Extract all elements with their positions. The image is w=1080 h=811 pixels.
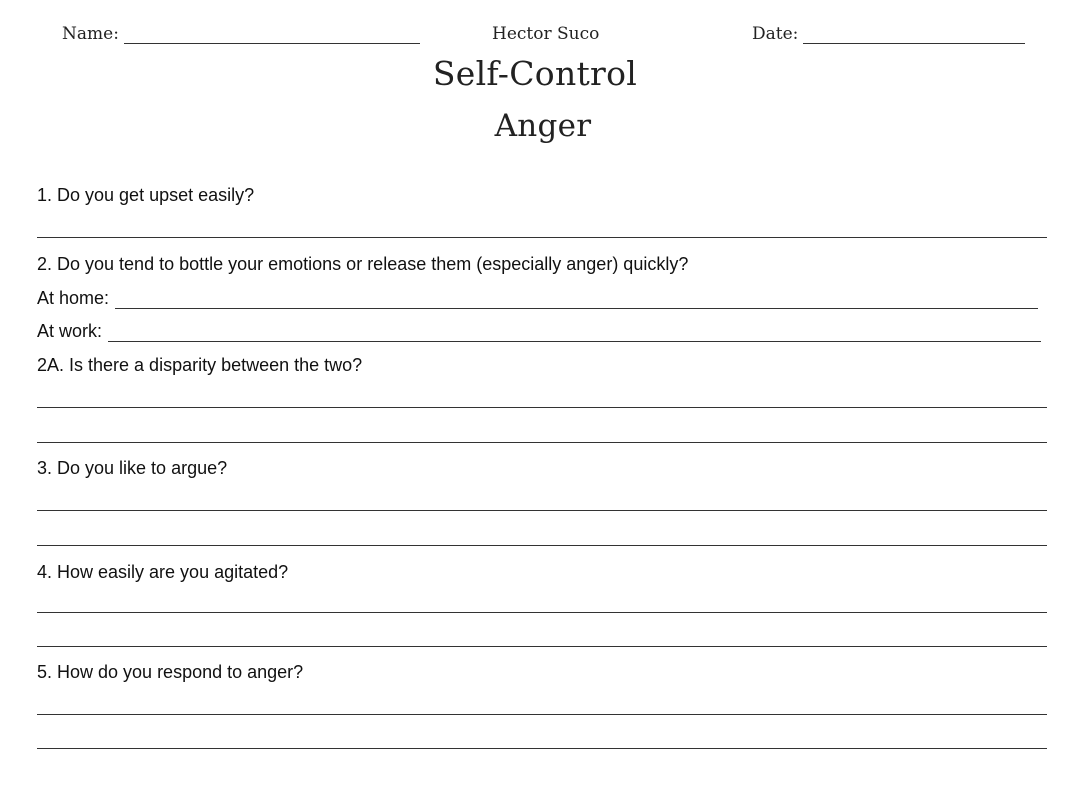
at-work-field: [37, 321, 1041, 342]
date-blank-line[interactable]: [803, 29, 1025, 44]
at-home-field: [37, 288, 1038, 309]
at-work-label: At work:: [37, 321, 103, 341]
at-work-answer-line[interactable]: [108, 325, 1041, 342]
name-label: Name:: [62, 24, 119, 44]
question-3: 3. Do you like to argue?: [37, 458, 228, 478]
answer-line-q3-1[interactable]: [37, 510, 1047, 511]
question-4: 4. How easily are you agitated?: [37, 562, 289, 582]
answer-line-q4-2[interactable]: [37, 646, 1047, 647]
worksheet-subtitle: Anger: [494, 108, 592, 144]
answer-line-q2a-2[interactable]: [37, 442, 1047, 443]
at-home-label: At home:: [37, 288, 110, 308]
question-5: 5. How do you respond to anger?: [37, 662, 304, 682]
answer-line-q5-1[interactable]: [37, 714, 1047, 715]
answer-line-q1-1[interactable]: [37, 237, 1047, 238]
author-name: Hector Suco: [492, 24, 600, 44]
name-blank-line[interactable]: [124, 29, 420, 44]
question-1: 1. Do you get upset easily?: [37, 185, 255, 205]
date-field: [752, 24, 1025, 44]
answer-line-q5-2[interactable]: [37, 748, 1047, 749]
worksheet-title: Self-Control: [432, 54, 638, 93]
question-2: 2. Do you tend to bottle your emotions or release them (especially anger) quickly?: [37, 254, 689, 274]
at-home-answer-line[interactable]: [115, 292, 1038, 309]
answer-line-q4-1[interactable]: [37, 612, 1047, 613]
answer-line-q2a-1[interactable]: [37, 407, 1047, 408]
question-2a: 2A. Is there a disparity between the two?: [37, 355, 363, 375]
answer-line-q3-2[interactable]: [37, 545, 1047, 546]
date-label: Date:: [752, 24, 799, 44]
name-field: [62, 24, 420, 44]
